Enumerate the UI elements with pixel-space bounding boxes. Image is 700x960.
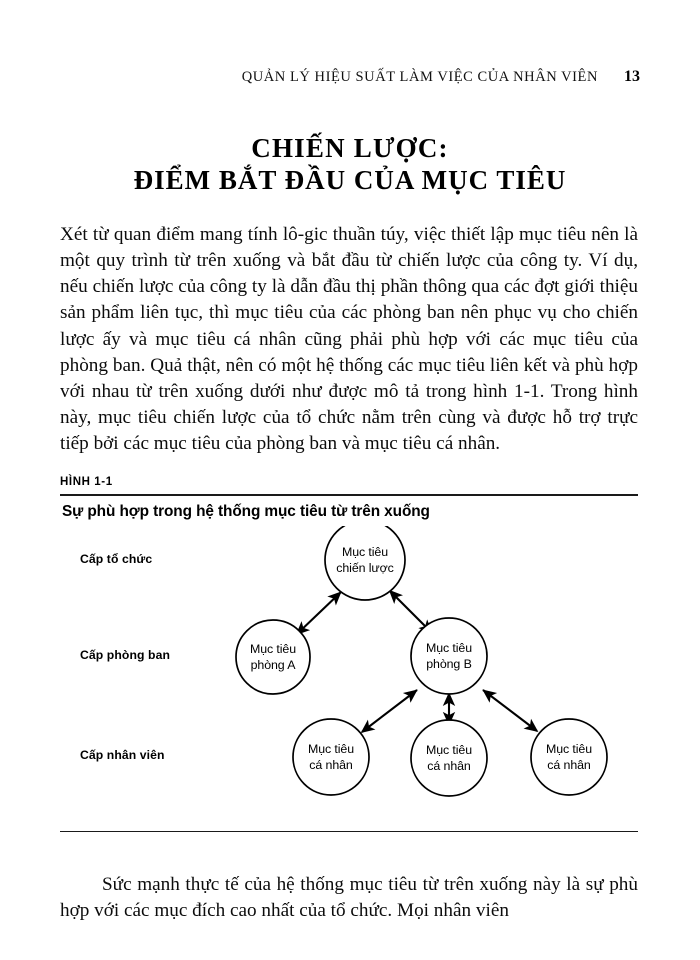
node-department-a-line-2: phòng A [250,658,296,672]
node-department-b-line-1: Mục tiêu [425,641,473,655]
node-individual-goal-3 [531,719,607,795]
tier-label-department: Cấp phòng ban [80,648,170,662]
node-department-a-goal [236,620,310,694]
node-individual-2-line-2: cá nhân [427,759,471,773]
connector-dept-a-strategic [297,592,341,634]
node-individual-1-line-1: Mục tiêu [307,742,355,756]
figure-label: HÌNH 1-1 [60,476,113,488]
node-department-b-line-2: phòng B [426,657,472,671]
figure-title: Sự phù hợp trong hệ thống mục tiêu từ trên xuống [62,503,430,520]
tier-label-employee: Cấp nhân viên [80,748,165,762]
figure-top-rule [60,494,638,496]
node-strategic-goal-line-2: chiến lược [336,561,394,575]
connector-individual-1-dept-b [362,690,417,732]
node-strategic-goal [325,526,405,600]
node-department-a-line-1: Mục tiêu [249,642,297,656]
node-department-b-goal [411,618,487,694]
connector-individual-3-dept-b [483,690,537,731]
tier-label-organization: Cấp tổ chức [80,552,153,566]
running-header-text: QUẢN LÝ HIỆU SUẤT LÀM VIỆC CỦA NHÂN VIÊN [241,69,598,85]
node-individual-3-line-2: cá nhân [547,758,591,772]
node-individual-goal-2 [411,720,487,796]
goal-alignment-diagram [60,526,638,826]
node-individual-2-line-1: Mục tiêu [425,743,473,757]
outro-paragraph: Sức mạnh thực tế của hệ thống mục tiêu từ trên xuống này là sự phù hợp với các mục đích cao nhất của tổ chức. Mọi nhân viên [60,874,638,922]
node-strategic-goal-line-1: Mục tiêu [341,545,389,559]
node-individual-3-line-1: Mục tiêu [545,742,593,756]
page-title-line-2: ĐIỂM BẮT ĐẦU CỦA MỤC TIÊU [133,165,567,196]
node-individual-goal-1 [293,719,369,795]
figure-1-1 [60,476,638,832]
intro-paragraph: Xét từ quan điểm mang tính lô-gic thuần túy, việc thiết lập mục tiêu nên là một quy trình từ trên xuống và bắt đầu từ chiến lược của công ty. Ví dụ, nếu chiến lược của công ty là dẫn đầu thị phần thông qua các đợt giới thiệu sản phẩm liên tục, thì mục tiêu của các phòng ban nên phục vụ cho chiến lược ấy và mục tiêu cá nhân cũng phải phù hợp với các mục tiêu của phòng ban. Quả thật, nên có một hệ thống các mục tiêu liên kết và phù hợp với nhau từ trên xuống dưới như được mô tả trong hình 1-1. Trong hình này, mục tiêu chiến lược của tổ chức nằm trên cùng và được hỗ trợ trực tiếp bởi các mục tiêu của phòng ban và mục tiêu cá nhân. [60,224,638,454]
page-title [50,133,650,197]
node-individual-1-line-2: cá nhân [309,758,353,772]
page-title-line-1: CHIẾN LƯỢC: [251,133,449,164]
running-header [58,68,640,86]
figure-bottom-rule [60,831,638,832]
page-number: 13 [624,68,640,85]
